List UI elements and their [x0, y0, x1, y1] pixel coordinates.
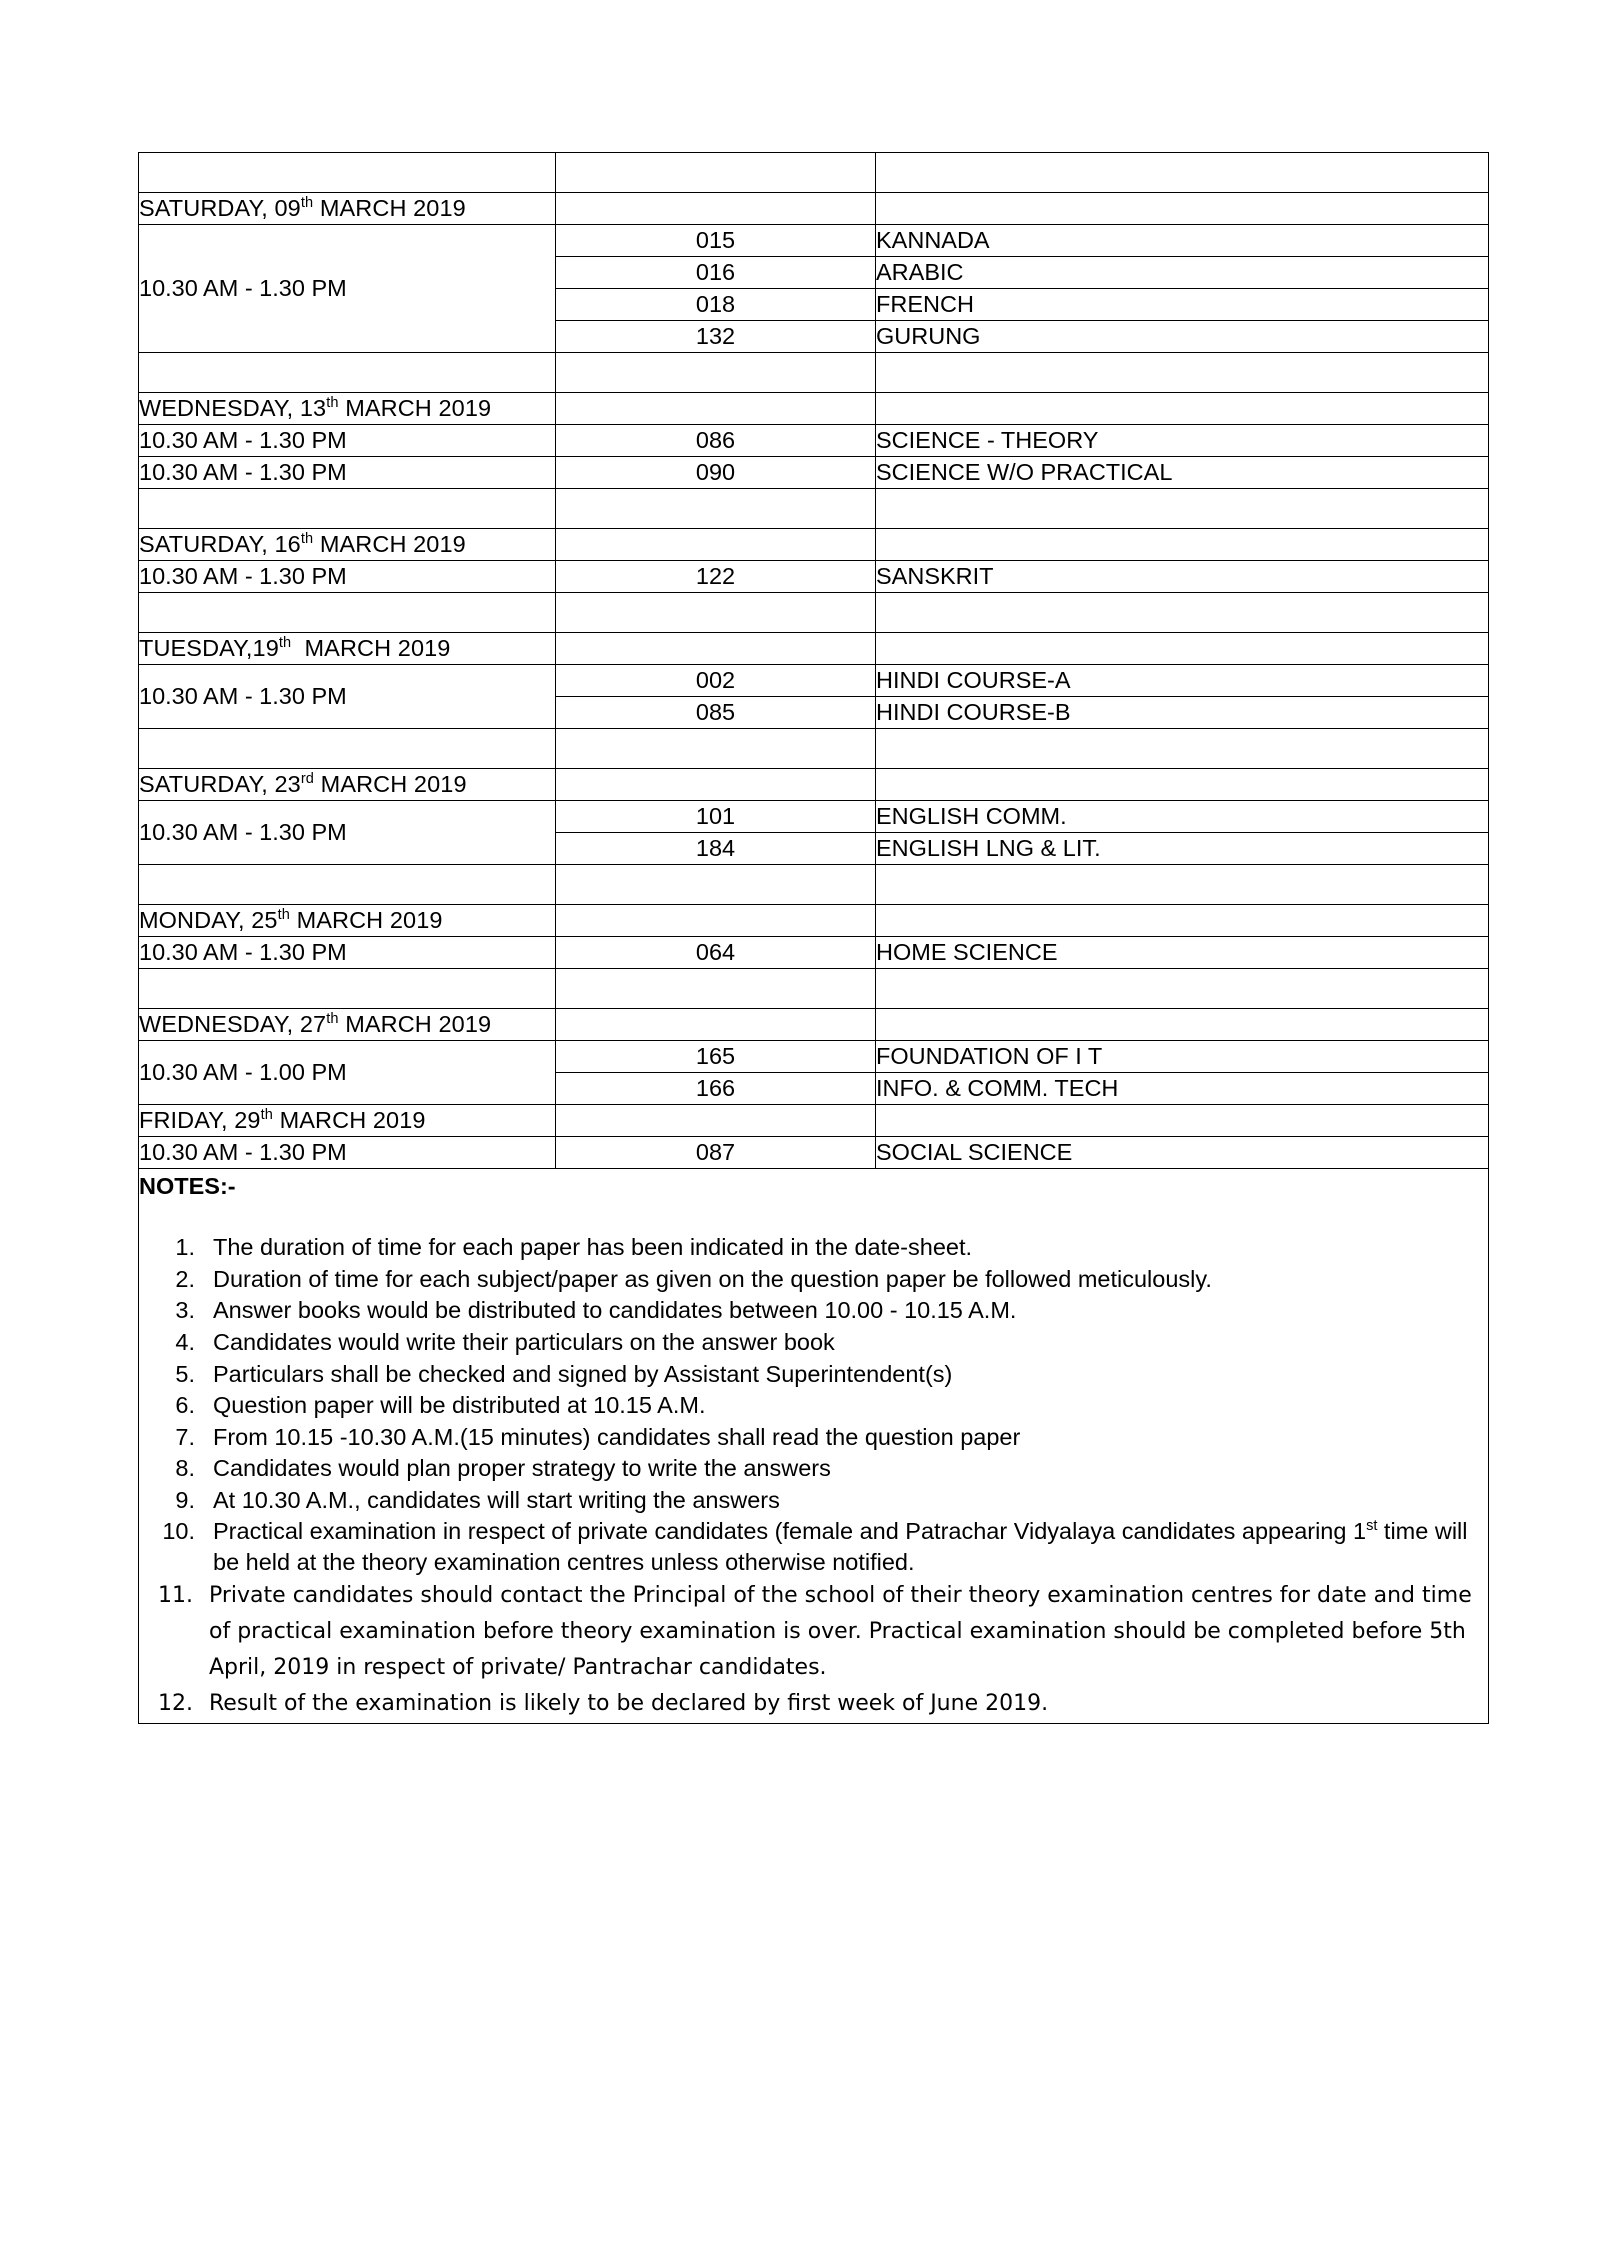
spacer-cell-time: [139, 969, 556, 1009]
day-header-row: [139, 769, 1489, 801]
spacer-cell-code: [556, 729, 876, 769]
note-text: Answer books would be distributed to candidates between 10.00 - 10.15 A.M.: [213, 1297, 1017, 1324]
day-header-row: [139, 905, 1489, 937]
note-item: [139, 1422, 1488, 1453]
spacer-row: [139, 729, 1489, 769]
subject-name: HINDI COURSE-A: [876, 665, 1489, 697]
day-header-subject-cell: [876, 529, 1489, 561]
note-number: 1.: [175, 1234, 195, 1261]
exam-time: 10.30 AM - 1.30 PM: [139, 665, 556, 729]
spacer-cell-code: [556, 593, 876, 633]
subject-code: 165: [556, 1041, 876, 1073]
note-item: [139, 1453, 1488, 1484]
spacer-cell-code: [556, 489, 876, 529]
note-text: Practical examination in respect of private candidates (female and Patrachar Vidyalaya candidates appearing 1st time will be held at the theory examination centres unless otherwise notified.: [213, 1518, 1468, 1575]
note-item: [139, 1686, 1488, 1722]
day-header-subject-cell: [876, 633, 1489, 665]
spacer-cell-time: [139, 353, 556, 393]
note-text: Private candidates should contact the Principal of the school of their theory examination centres for date and time of practical examination before theory examination is over. Practical examination should be completed before 5th April, 2019 in respect of private/ Pantrachar candidates.: [209, 1583, 1472, 1680]
day-header-subject-cell: [876, 1009, 1489, 1041]
note-text: Result of the examination is likely to be declared by first week of June 2019.: [209, 1691, 1049, 1717]
subject-name: ARABIC: [876, 257, 1489, 289]
day-header-code-cell: [556, 769, 876, 801]
note-text: Question paper will be distributed at 10.15 A.M.: [213, 1392, 706, 1419]
exam-datesheet-table: [138, 152, 1489, 1724]
spacer-row: [139, 353, 1489, 393]
exam-time: 10.30 AM - 1.30 PM: [139, 425, 556, 457]
spacer-row: [139, 153, 1489, 193]
note-number: 9.: [175, 1486, 195, 1513]
exam-row: [139, 801, 1489, 833]
exam-row: [139, 561, 1489, 593]
exam-row: [139, 665, 1489, 697]
subject-code: 087: [556, 1137, 876, 1169]
day-header-subject-cell: [876, 1105, 1489, 1137]
note-item: [139, 1578, 1488, 1685]
exam-time: 10.30 AM - 1.30 PM: [139, 561, 556, 593]
spacer-cell-code: [556, 969, 876, 1009]
day-header-label: TUESDAY,19th MARCH 2019: [139, 633, 556, 665]
note-item: [139, 1359, 1488, 1390]
subject-name: ENGLISH LNG & LIT.: [876, 833, 1489, 865]
note-text: At 10.30 A.M., candidates will start writing the answers: [213, 1486, 780, 1513]
day-header-code-cell: [556, 529, 876, 561]
subject-code: 085: [556, 697, 876, 729]
subject-code: 090: [556, 457, 876, 489]
note-number: 11.: [158, 1583, 193, 1609]
day-header-code-cell: [556, 393, 876, 425]
subject-code: 166: [556, 1073, 876, 1105]
spacer-cell-subject: [876, 489, 1489, 529]
note-text: From 10.15 -10.30 A.M.(15 minutes) candidates shall read the question paper: [213, 1423, 1021, 1450]
exam-time: 10.30 AM - 1.30 PM: [139, 225, 556, 353]
note-number: 10.: [162, 1518, 195, 1545]
spacer-cell-time: [139, 865, 556, 905]
spacer-cell-subject: [876, 865, 1489, 905]
exam-row: [139, 937, 1489, 969]
spacer-cell-code: [556, 865, 876, 905]
notes-list: [139, 1232, 1488, 1722]
subject-name: ENGLISH COMM.: [876, 801, 1489, 833]
day-header-label: SATURDAY, 09th MARCH 2019: [139, 193, 556, 225]
subject-name: KANNADA: [876, 225, 1489, 257]
spacer-cell-time: [139, 153, 556, 193]
day-header-label: MONDAY, 25th MARCH 2019: [139, 905, 556, 937]
subject-code: 015: [556, 225, 876, 257]
subject-name: HINDI COURSE-B: [876, 697, 1489, 729]
note-item: [139, 1232, 1488, 1263]
subject-code: 122: [556, 561, 876, 593]
note-item: [139, 1516, 1488, 1577]
spacer-cell-subject: [876, 969, 1489, 1009]
day-header-code-cell: [556, 1105, 876, 1137]
exam-time: 10.30 AM - 1.30 PM: [139, 937, 556, 969]
subject-code: 002: [556, 665, 876, 697]
subject-name: SOCIAL SCIENCE: [876, 1137, 1489, 1169]
day-header-code-cell: [556, 633, 876, 665]
exam-time: 10.30 AM - 1.30 PM: [139, 1137, 556, 1169]
subject-code: 016: [556, 257, 876, 289]
day-header-subject-cell: [876, 769, 1489, 801]
day-header-subject-cell: [876, 393, 1489, 425]
note-text: Particulars shall be checked and signed by Assistant Superintendent(s): [213, 1360, 953, 1387]
notes-spacer: [139, 1202, 1488, 1232]
subject-name: SCIENCE - THEORY: [876, 425, 1489, 457]
spacer-cell-time: [139, 489, 556, 529]
exam-time: 10.30 AM - 1.30 PM: [139, 457, 556, 489]
note-number: 12.: [158, 1691, 193, 1717]
note-number: 7.: [175, 1423, 195, 1450]
exam-row: [139, 1041, 1489, 1073]
subject-code: 101: [556, 801, 876, 833]
exam-row: [139, 225, 1489, 257]
spacer-cell-code: [556, 153, 876, 193]
subject-name: SCIENCE W/O PRACTICAL: [876, 457, 1489, 489]
spacer-cell-code: [556, 353, 876, 393]
note-number: 4.: [175, 1329, 195, 1356]
subject-name: FRENCH: [876, 289, 1489, 321]
day-header-label: SATURDAY, 16th MARCH 2019: [139, 529, 556, 561]
spacer-cell-subject: [876, 153, 1489, 193]
day-header-row: [139, 1105, 1489, 1137]
exam-row: [139, 1137, 1489, 1169]
spacer-cell-subject: [876, 593, 1489, 633]
note-number: 6.: [175, 1392, 195, 1419]
note-number: 2.: [175, 1265, 195, 1292]
spacer-row: [139, 865, 1489, 905]
note-number: 8.: [175, 1455, 195, 1482]
spacer-cell-subject: [876, 353, 1489, 393]
subject-code: 018: [556, 289, 876, 321]
subject-code: 086: [556, 425, 876, 457]
notes-section: [139, 1169, 1489, 1724]
day-header-row: [139, 529, 1489, 561]
note-item: [139, 1327, 1488, 1358]
day-header-code-cell: [556, 1009, 876, 1041]
note-item: [139, 1390, 1488, 1421]
spacer-cell-time: [139, 593, 556, 633]
subject-code: 184: [556, 833, 876, 865]
subject-name: INFO. & COMM. TECH: [876, 1073, 1489, 1105]
spacer-row: [139, 593, 1489, 633]
exam-row: [139, 425, 1489, 457]
day-header-code-cell: [556, 193, 876, 225]
note-text: The duration of time for each paper has been indicated in the date-sheet.: [213, 1234, 973, 1261]
note-text: Candidates would plan proper strategy to write the answers: [213, 1455, 831, 1482]
note-text: Duration of time for each subject/paper as given on the question paper be followed meticulously.: [213, 1265, 1212, 1292]
subject-code: 064: [556, 937, 876, 969]
note-item: [139, 1264, 1488, 1295]
note-number: 5.: [175, 1360, 195, 1387]
day-header-label: SATURDAY, 23rd MARCH 2019: [139, 769, 556, 801]
note-item: [139, 1295, 1488, 1326]
spacer-cell-subject: [876, 729, 1489, 769]
datesheet-page: [138, 152, 1488, 1724]
subject-name: FOUNDATION OF I T: [876, 1041, 1489, 1073]
note-text: Candidates would write their particulars on the answer book: [213, 1329, 835, 1356]
day-header-label: WEDNESDAY, 27th MARCH 2019: [139, 1009, 556, 1041]
subject-name: SANSKRIT: [876, 561, 1489, 593]
spacer-row: [139, 969, 1489, 1009]
day-header-label: FRIDAY, 29th MARCH 2019: [139, 1105, 556, 1137]
note-item: [139, 1485, 1488, 1516]
subject-name: GURUNG: [876, 321, 1489, 353]
day-header-label: WEDNESDAY, 13th MARCH 2019: [139, 393, 556, 425]
exam-row: [139, 457, 1489, 489]
subject-code: 132: [556, 321, 876, 353]
day-header-subject-cell: [876, 193, 1489, 225]
exam-time: 10.30 AM - 1.00 PM: [139, 1041, 556, 1105]
day-header-row: [139, 393, 1489, 425]
subject-name: HOME SCIENCE: [876, 937, 1489, 969]
day-header-code-cell: [556, 905, 876, 937]
exam-time: 10.30 AM - 1.30 PM: [139, 801, 556, 865]
notes-row: [139, 1169, 1489, 1724]
spacer-row: [139, 489, 1489, 529]
note-number: 3.: [175, 1297, 195, 1324]
spacer-cell-time: [139, 729, 556, 769]
day-header-row: [139, 633, 1489, 665]
day-header-row: [139, 1009, 1489, 1041]
day-header-subject-cell: [876, 905, 1489, 937]
day-header-row: [139, 193, 1489, 225]
notes-title: NOTES:-: [139, 1173, 236, 1200]
